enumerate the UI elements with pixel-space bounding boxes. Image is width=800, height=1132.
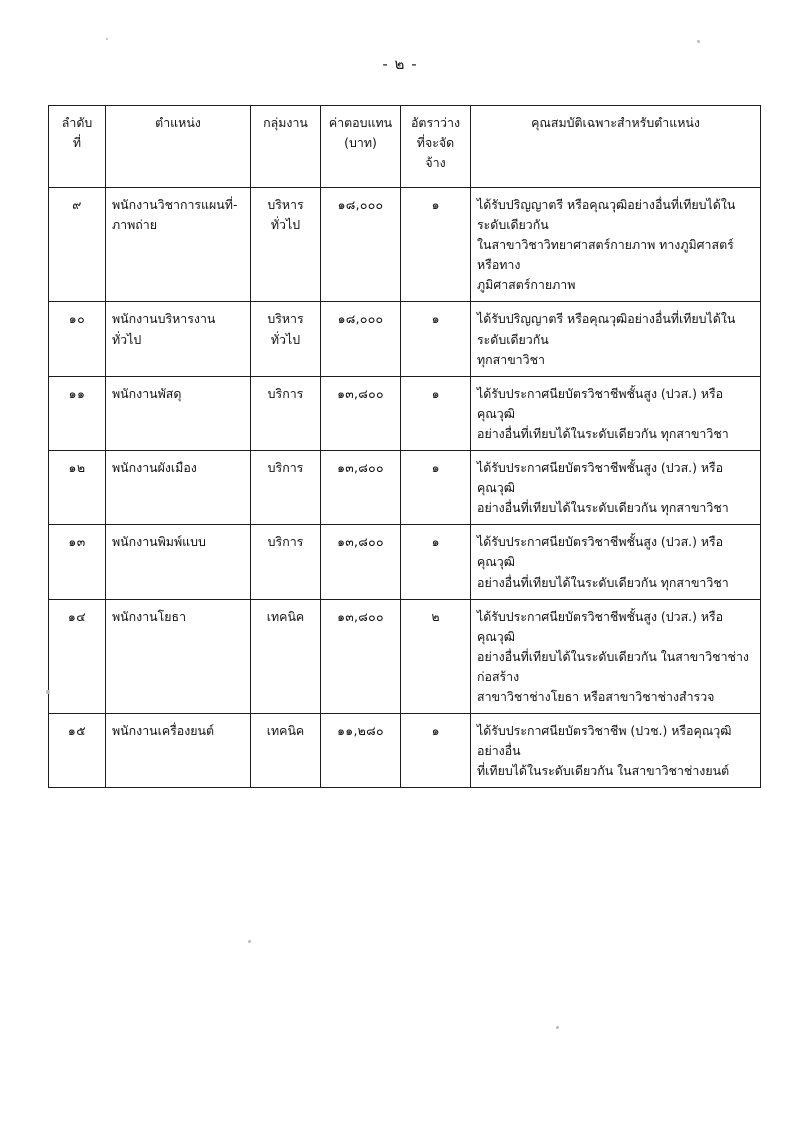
cell-position: พนักงานบริหารงานทั่วไป <box>106 302 251 376</box>
table-row <box>49 188 761 302</box>
cell-sequence: ๑๐ <box>49 302 106 376</box>
qualification-line: ได้รับประกาศนียบัตรวิชาชีพชั้นสูง (ปวส.) หรือคุณวุฒิ <box>477 534 724 570</box>
cell-group: บริหารทั่วไป <box>251 302 321 376</box>
cell-position: พนักงานพัสดุ <box>106 376 251 450</box>
qualification-line: สาขาวิชาช่างโยธา หรือสาขาวิชาช่างสำรวจ <box>477 688 715 704</box>
column-header-pay-line2: (บาท) <box>344 135 377 151</box>
cell-pay: ๑๘,๐๐๐ <box>321 188 401 302</box>
cell-vacancy: ๑ <box>401 188 471 302</box>
cell-position: พนักงานโยธา <box>106 599 251 713</box>
column-header-sequence <box>49 106 106 188</box>
cell-pay: ๑๓,๘๐๐ <box>321 525 401 599</box>
column-header-group: กลุ่มงาน <box>251 106 321 188</box>
qualification-line: ภูมิศาสตร์กายภาพ <box>477 277 576 293</box>
qualification-line: ได้รับประกาศนียบัตรวิชาชีพชั้นสูง (ปวส.) หรือคุณวุฒิ <box>477 460 724 496</box>
qualification-line: ที่เทียบได้ในระดับเดียวกัน ในสาขาวิชาช่างยนต์ <box>477 763 730 779</box>
cell-position: พนักงานผังเมือง <box>106 451 251 525</box>
qualification-line: ได้รับประกาศนียบัตรวิชาชีพชั้นสูง (ปวส.) หรือคุณวุฒิ <box>477 608 724 644</box>
scan-artifact <box>697 40 700 43</box>
table-row <box>49 302 761 376</box>
qualification-line: อย่างอื่นที่เทียบได้ในระดับเดียวกัน ทุกสาขาวิชา <box>477 425 729 441</box>
cell-sequence: ๑๑ <box>49 376 106 450</box>
column-header-qualification: คุณสมบัติเฉพาะสำหรับตำแหน่ง <box>471 106 761 188</box>
table-header-row <box>49 106 761 188</box>
page-number: - ๒ - <box>382 55 418 73</box>
qualification-line: อย่างอื่นที่เทียบได้ในระดับเดียวกัน ทุกสาขาวิชา <box>477 500 729 516</box>
table-row <box>49 599 761 713</box>
cell-position: พนักงานพิมพ์แบบ <box>106 525 251 599</box>
cell-vacancy: ๑ <box>401 376 471 450</box>
scan-artifact <box>556 1026 559 1029</box>
cell-vacancy: ๒ <box>401 599 471 713</box>
cell-pay: ๑๓,๘๐๐ <box>321 451 401 525</box>
cell-group: บริการ <box>251 376 321 450</box>
cell-sequence: ๑๔ <box>49 599 106 713</box>
table-body <box>49 188 761 788</box>
position-table-container <box>48 105 760 788</box>
qualification-line: ทุกสาขาวิชา <box>477 351 545 367</box>
cell-vacancy: ๑ <box>401 714 471 788</box>
qualification-line: อย่างอื่นที่เทียบได้ในระดับเดียวกัน ในสาขาวิชาช่างก่อสร้าง <box>477 648 749 684</box>
column-header-vacancy-line1: อัตราว่าง <box>410 115 461 130</box>
cell-position: พนักงานเครื่องยนต์ <box>106 714 251 788</box>
cell-group: เทคนิค <box>251 599 321 713</box>
cell-group: บริการ <box>251 525 321 599</box>
cell-sequence: ๑๓ <box>49 525 106 599</box>
cell-position: พนักงานวิชาการแผนที่-ภาพถ่าย <box>106 188 251 302</box>
scan-artifact <box>46 690 50 694</box>
table-header <box>49 106 761 188</box>
cell-vacancy: ๑ <box>401 451 471 525</box>
qualification-line: ได้รับประกาศนียบัตรวิชาชีพชั้นสูง (ปวส.) หรือคุณวุฒิ <box>477 385 724 421</box>
cell-qualification <box>471 714 761 788</box>
scan-artifact <box>248 940 251 943</box>
cell-qualification <box>471 451 761 525</box>
column-header-position: ตำแหน่ง <box>106 106 251 188</box>
column-header-pay <box>321 106 401 188</box>
cell-group: บริการ <box>251 451 321 525</box>
cell-qualification <box>471 599 761 713</box>
cell-pay: ๑๑,๒๘๐ <box>321 714 401 788</box>
column-header-pay-line1: ค่าตอบแทน <box>328 115 393 130</box>
qualification-line: ได้รับปริญญาตรี หรือคุณวุฒิอย่างอื่นที่เทียบได้ในระดับเดียวกัน <box>477 311 736 347</box>
column-header-vacancy <box>401 106 471 188</box>
qualification-line: ในสาขาวิชาวิทยาศาสตร์กายภาพ ทางภูมิศาสตร์ หรือทาง <box>477 237 734 273</box>
qualification-line: ได้รับประกาศนียบัตรวิชาชีพ (ปวช.) หรือคุณวุฒิอย่างอื่น <box>477 723 732 759</box>
cell-pay: ๑๓,๘๐๐ <box>321 376 401 450</box>
table-row <box>49 451 761 525</box>
cell-sequence: ๑๒ <box>49 451 106 525</box>
cell-sequence: ๑๕ <box>49 714 106 788</box>
qualification-line: ได้รับปริญญาตรี หรือคุณวุฒิอย่างอื่นที่เทียบได้ในระดับเดียวกัน <box>477 197 736 233</box>
column-header-vacancy-line2: ที่จะจัดจ้าง <box>416 135 455 171</box>
cell-qualification <box>471 525 761 599</box>
table-row <box>49 376 761 450</box>
column-header-sequence-line2: ที่ <box>72 135 82 151</box>
scan-artifact <box>106 38 108 40</box>
column-header-sequence-line1: ลำดับ <box>61 115 93 130</box>
cell-sequence: ๙ <box>49 188 106 302</box>
cell-group: เทคนิค <box>251 714 321 788</box>
cell-group: บริหารทั่วไป <box>251 188 321 302</box>
table-row <box>49 714 761 788</box>
cell-vacancy: ๑ <box>401 525 471 599</box>
cell-qualification <box>471 188 761 302</box>
table-row <box>49 525 761 599</box>
qualification-line: อย่างอื่นที่เทียบได้ในระดับเดียวกัน ทุกสาขาวิชา <box>477 574 729 590</box>
position-table <box>48 105 761 788</box>
cell-pay: ๑๓,๘๐๐ <box>321 599 401 713</box>
cell-qualification <box>471 376 761 450</box>
cell-qualification <box>471 302 761 376</box>
cell-pay: ๑๘,๐๐๐ <box>321 302 401 376</box>
cell-vacancy: ๑ <box>401 302 471 376</box>
